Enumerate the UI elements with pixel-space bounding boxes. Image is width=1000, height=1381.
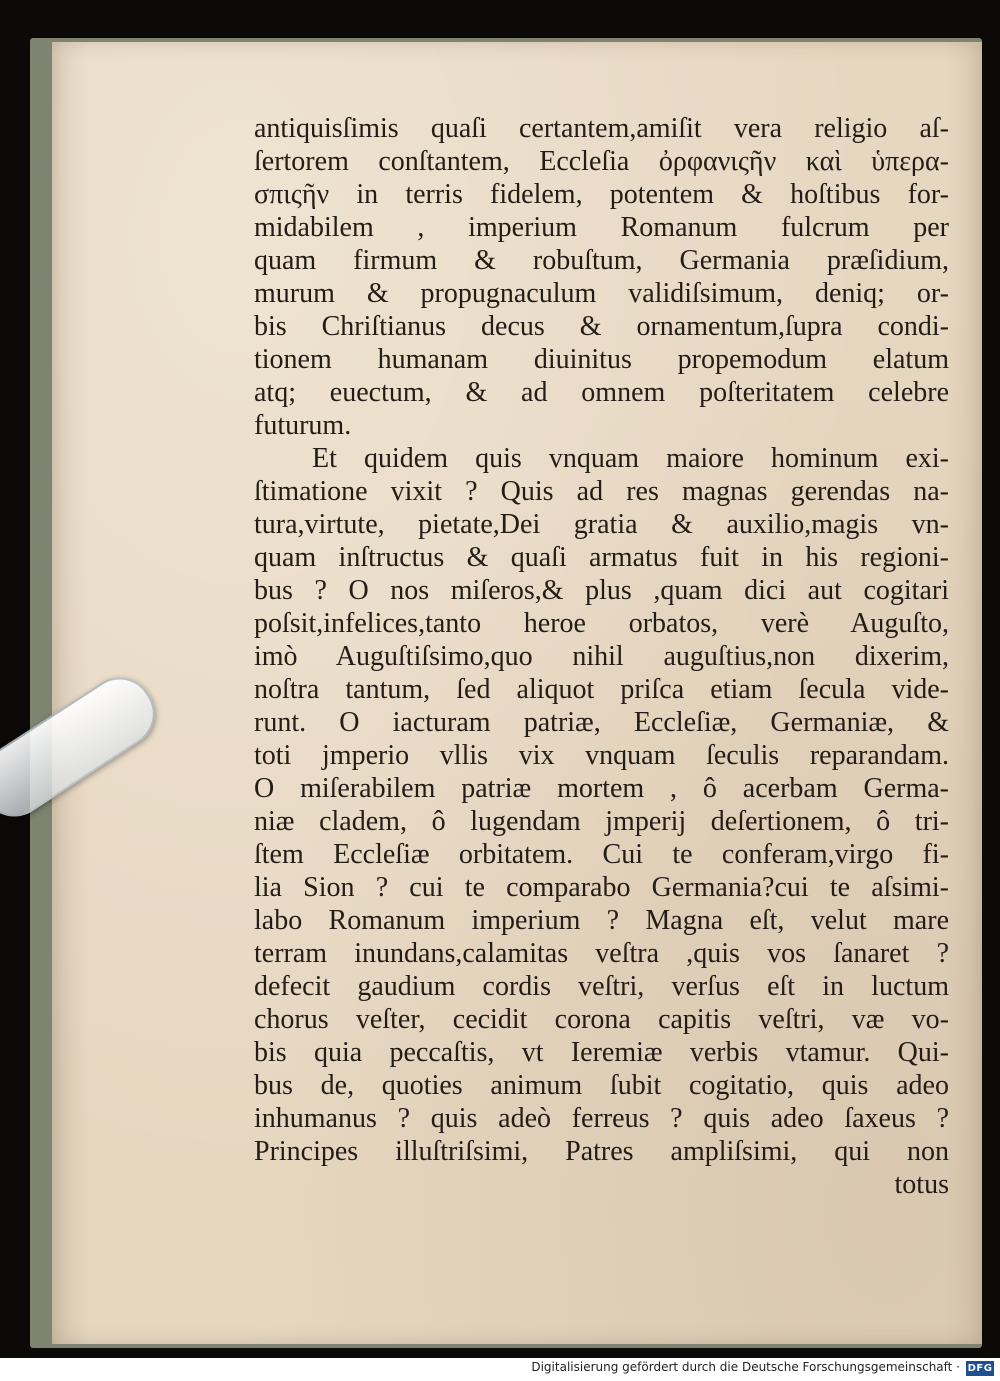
text-line: poſsit,infelices,tanto heroe orbatos, verè Auguſto, — [254, 608, 949, 639]
text-line: bus de, quoties animum ſubit cogitatio, quis adeo — [254, 1070, 949, 1101]
text-line: runt. O iacturam patriæ, Eccleſiæ, Germaniæ, & — [254, 707, 949, 738]
text-line: defecit gaudium cordis veſtri, verſus eſt in luctum — [254, 971, 949, 1002]
text-line: toti jmperio vllis vix vnquam ſeculis reparandam. — [254, 740, 949, 771]
document-page — [52, 42, 982, 1344]
text-line: futurum. — [254, 410, 352, 441]
text-line: chorus veſter, cecidit corona capitis veſtri, væ vo- — [254, 1004, 949, 1035]
text-line: terram inundans,calamitas veſtra ,quis vos ſanaret ? — [254, 938, 949, 969]
text-line: antiquisſimis quaſi certantem,amiſit vera religio aſ- — [254, 113, 949, 144]
text-line: bis quia peccaſtis, vt Ieremiæ verbis vtamur. Qui- — [254, 1037, 949, 1068]
text-line: bis Chriſtianus decus & ornamentum,ſupra condi- — [254, 311, 949, 342]
text-line: inhumanus ? quis adeò ferreus ? quis adeo ſaxeus ? — [254, 1103, 949, 1134]
text-line: atq; euectum, & ad omnem poſteritatem celebre — [254, 377, 949, 408]
text-line: σπιςῆν in terris fidelem, potentem & hoſtibus for- — [254, 179, 949, 210]
text-line: imò Auguſtiſsimo,quo nihil auguſtius,non dixerim, — [254, 641, 949, 672]
text-line: tionem humanam diuinitus propemodum elatum — [254, 344, 949, 375]
text-line: labo Romanum imperium ? Magna eſt, velut mare — [254, 905, 949, 936]
body-text — [254, 112, 949, 1201]
text-line: noſtra tantum, ſed aliquot priſca etiam ſecula vide- — [254, 674, 949, 705]
text-line: midabilem , imperium Romanum fulcrum per — [254, 212, 949, 243]
text-line-paragraph-start: Et quidem quis vnquam maiore hominum exi- — [312, 443, 949, 474]
text-line: bus ? O nos miſeros,& plus ,quam dici aut cogitari — [254, 575, 949, 606]
dfg-logo: DFG — [967, 1363, 993, 1374]
text-line: lia Sion ? cui te comparabo Germania?cui te aſsimi- — [254, 872, 949, 903]
text-line: Principes illuſtriſsimi, Patres ampliſsimi, qui non — [254, 1136, 949, 1167]
text-line: ſtimatione vixit ? Quis ad res magnas gerendas na- — [254, 476, 949, 507]
text-line: O miſerabilem patriæ mortem , ô acerbam Germa- — [254, 773, 949, 804]
catchword: totus — [894, 1169, 949, 1200]
text-line: ſtem Eccleſiæ orbitatem. Cui te conferam,virgo fi- — [254, 839, 949, 870]
text-line: quam inſtructus & quaſi armatus fuit in his regioni- — [254, 542, 949, 573]
text-line: ſertorem conſtantem, Eccleſia ὀρφανιςῆν καὶ ὑπερα- — [254, 146, 949, 177]
text-line: tura,virtute, pietate,Dei gratia & auxilio,magis vn- — [254, 509, 949, 540]
text-line: niæ cladem, ô lugendam jmperij deſertionem, ô tri- — [254, 806, 949, 837]
text-line: murum & propugnaculum validiſsimum, deniq; or- — [254, 278, 949, 309]
funding-credit: Digitalisierung gefördert durch die Deutsche Forschungsgemeinschaft · — [531, 1360, 960, 1374]
text-line: quam firmum & robuſtum, Germania præſidium, — [254, 245, 949, 276]
